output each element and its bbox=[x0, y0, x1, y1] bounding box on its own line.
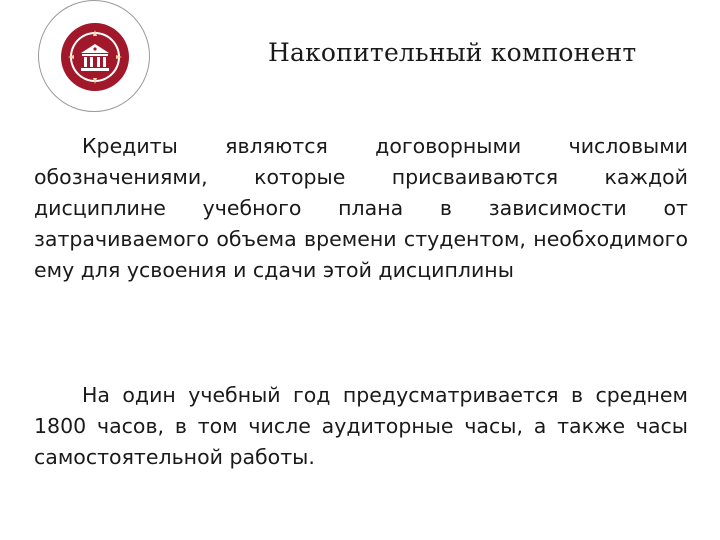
university-seal-icon bbox=[60, 22, 130, 92]
slide-title: Накопительный компонент bbox=[268, 38, 637, 67]
logo-frame bbox=[38, 0, 150, 112]
paragraph-annual-hours: На один учебный год предусматривается в среднем 1800 часов, в том числе аудиторные часы, а также часы самостоятельной работы. bbox=[34, 383, 688, 469]
paragraph-credits-definition: Кредиты являются договорными числовыми обозначениями, которые присваиваются каждой дисциплине учебного плана в зависимости от затрачиваемого объема времени студентом, необходимого ему для усвоения и сдачи этой дисциплины bbox=[34, 134, 688, 282]
